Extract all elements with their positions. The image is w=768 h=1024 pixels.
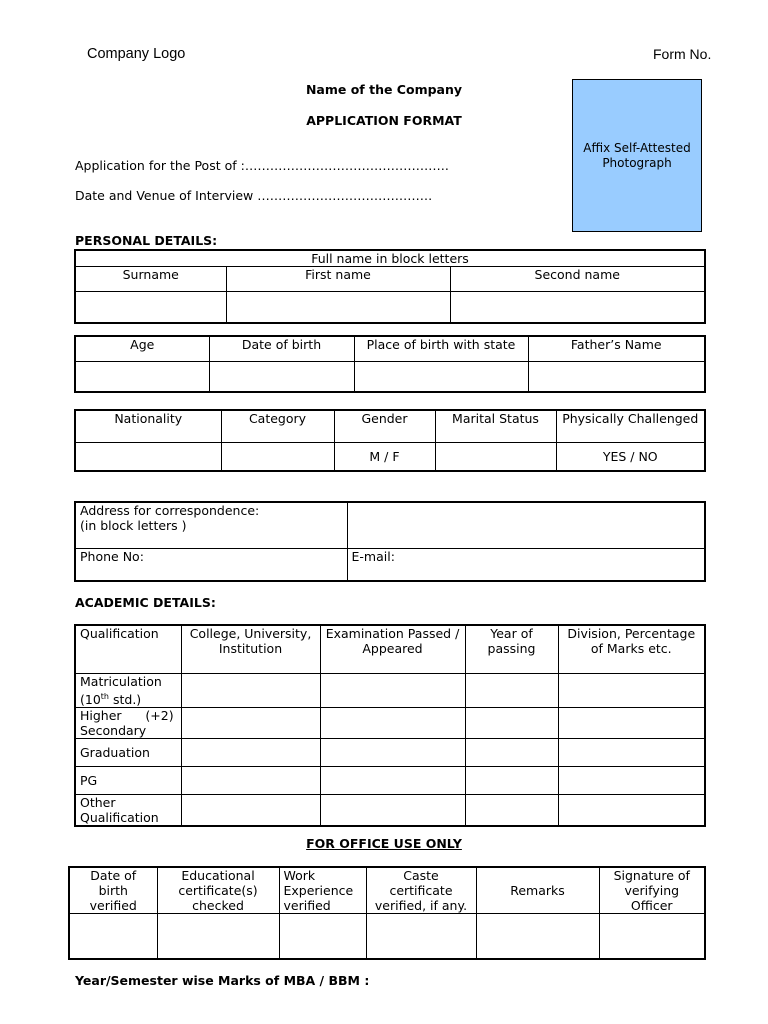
physically-challenged-header: Physically Challenged bbox=[556, 410, 705, 442]
dob-header: Date of birth bbox=[209, 336, 354, 361]
age-dob-table bbox=[74, 335, 706, 393]
other-qualification-label bbox=[75, 794, 181, 826]
full-name-table bbox=[74, 249, 706, 324]
division-header: Division, Percentage of Marks etc. bbox=[558, 625, 705, 673]
birthplace-field[interactable] bbox=[354, 361, 528, 392]
higher-secondary-label bbox=[75, 707, 181, 738]
table-row bbox=[75, 707, 705, 738]
cell[interactable] bbox=[366, 914, 476, 959]
father-name-field[interactable] bbox=[528, 361, 705, 392]
work-exp-header: Work Experience verified bbox=[279, 867, 366, 914]
address-field[interactable] bbox=[347, 502, 705, 548]
cell[interactable] bbox=[465, 766, 558, 794]
first-name-field[interactable] bbox=[226, 292, 450, 323]
pg-label: PG bbox=[75, 766, 181, 794]
photo-box bbox=[572, 79, 702, 232]
cell[interactable] bbox=[320, 738, 465, 766]
superscript: th bbox=[100, 691, 110, 701]
personal-details-heading: PERSONAL DETAILS: bbox=[75, 233, 218, 248]
cell[interactable] bbox=[181, 707, 320, 738]
cell[interactable] bbox=[465, 707, 558, 738]
marks-heading: Year/Semester wise Marks of MBA / BBM : bbox=[75, 973, 370, 988]
address-label-line1: Address for correspondence: bbox=[80, 503, 260, 518]
cell[interactable] bbox=[320, 766, 465, 794]
age-field[interactable] bbox=[75, 361, 209, 392]
cell[interactable] bbox=[558, 766, 705, 794]
father-name-header: Father’s Name bbox=[528, 336, 705, 361]
row-label-line: Other bbox=[80, 794, 116, 810]
cell[interactable] bbox=[181, 738, 320, 766]
cell[interactable] bbox=[320, 794, 465, 826]
second-name-field[interactable] bbox=[450, 292, 705, 323]
row-label-line: Matriculation bbox=[80, 673, 162, 689]
nationality-field[interactable] bbox=[75, 442, 221, 471]
graduation-label: Graduation bbox=[75, 738, 181, 766]
address-table bbox=[74, 501, 706, 582]
office-use-heading bbox=[0, 836, 768, 851]
remarks-header: Remarks bbox=[476, 867, 599, 914]
nationality-table bbox=[74, 409, 706, 472]
cell[interactable] bbox=[599, 914, 705, 959]
second-name-header: Second name bbox=[450, 267, 705, 292]
qualification-header: Qualification bbox=[75, 625, 181, 673]
company-name: Name of the Company bbox=[305, 82, 463, 97]
year-header: Year of passing bbox=[465, 625, 558, 673]
gender-header: Gender bbox=[334, 410, 435, 442]
row-label-line: Qualification bbox=[80, 809, 159, 825]
birthplace-header: Place of birth with state bbox=[354, 336, 528, 361]
form-title: APPLICATION FORMAT bbox=[306, 113, 462, 128]
college-header: College, University, Institution bbox=[181, 625, 320, 673]
dob-field[interactable] bbox=[209, 361, 354, 392]
cell[interactable] bbox=[465, 673, 558, 707]
row-label-part: (10 bbox=[80, 691, 101, 707]
table-row bbox=[75, 738, 705, 766]
cell[interactable] bbox=[181, 794, 320, 826]
cell[interactable] bbox=[181, 766, 320, 794]
category-header: Category bbox=[221, 410, 334, 442]
marital-status-field[interactable] bbox=[435, 442, 556, 471]
office-use-table bbox=[68, 866, 706, 960]
cell[interactable] bbox=[181, 673, 320, 707]
marital-status-header: Marital Status bbox=[435, 410, 556, 442]
photo-box-label: Affix Self-Attested Photograph bbox=[583, 140, 691, 170]
email-label: E-mail: bbox=[351, 548, 395, 564]
cell[interactable] bbox=[320, 673, 465, 707]
office-use-heading-text: FOR OFFICE USE ONLY bbox=[306, 836, 462, 851]
category-field[interactable] bbox=[221, 442, 334, 471]
row-label-part: std.) bbox=[109, 691, 142, 707]
table-row bbox=[75, 673, 705, 707]
matriculation-label bbox=[75, 673, 181, 707]
table-row bbox=[75, 766, 705, 794]
interview-venue-line: Date and Venue of Interview …………………………………… bbox=[75, 188, 433, 203]
phone-label: Phone No: bbox=[80, 548, 144, 564]
phone-field[interactable] bbox=[75, 548, 347, 581]
surname-field[interactable] bbox=[75, 292, 226, 323]
address-label-line2: (in block letters ) bbox=[80, 518, 187, 533]
cell[interactable] bbox=[558, 707, 705, 738]
cell[interactable] bbox=[320, 707, 465, 738]
surname-header: Surname bbox=[75, 267, 226, 292]
row-label-line: Secondary bbox=[80, 722, 147, 738]
nationality-header: Nationality bbox=[75, 410, 221, 442]
cell[interactable] bbox=[157, 914, 279, 959]
cell[interactable] bbox=[279, 914, 366, 959]
cell[interactable] bbox=[558, 794, 705, 826]
age-header: Age bbox=[75, 336, 209, 361]
row-label-line: Higher (+2) bbox=[80, 707, 174, 723]
form-number-label: Form No. bbox=[653, 46, 712, 62]
gender-field[interactable]: M / F bbox=[334, 442, 435, 471]
first-name-header: First name bbox=[226, 267, 450, 292]
cell[interactable] bbox=[465, 738, 558, 766]
address-label bbox=[75, 502, 347, 548]
cell[interactable] bbox=[558, 673, 705, 707]
email-field[interactable] bbox=[347, 548, 705, 581]
fullname-caption: Full name in block letters bbox=[75, 250, 705, 267]
exam-header: Examination Passed / Appeared bbox=[320, 625, 465, 673]
signature-header: Signature of verifying Officer bbox=[599, 867, 705, 914]
academic-details-heading: ACADEMIC DETAILS: bbox=[75, 595, 216, 610]
post-applied-line: Application for the Post of :…………………………………………. bbox=[75, 158, 449, 173]
cell[interactable] bbox=[476, 914, 599, 959]
physically-challenged-field[interactable]: YES / NO bbox=[556, 442, 705, 471]
academic-table bbox=[74, 624, 706, 827]
row-label-line bbox=[80, 689, 177, 707]
caste-cert-header: Caste certificate verified, if any. bbox=[366, 867, 476, 914]
edu-cert-header: Educational certificate(s) checked bbox=[157, 867, 279, 914]
company-logo-text: Company Logo bbox=[87, 46, 186, 62]
cell[interactable] bbox=[69, 914, 157, 959]
dob-verified-header: Date of birth verified bbox=[69, 867, 157, 914]
table-row bbox=[75, 794, 705, 826]
cell[interactable] bbox=[558, 738, 705, 766]
cell[interactable] bbox=[465, 794, 558, 826]
